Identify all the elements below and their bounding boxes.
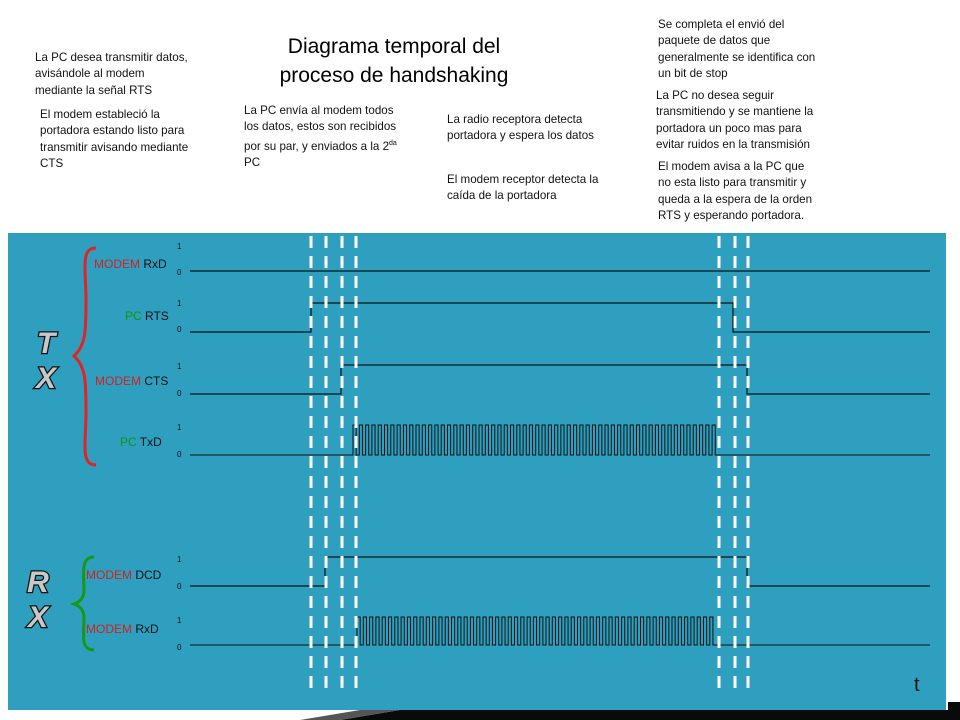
level-low-label: 0 (177, 325, 182, 334)
superscript: da (389, 139, 397, 147)
note-pc-stop: La PC no desea seguir transmitiendo y se mantiene la portadora un poco mas para evitar ruidos en la transmisión (656, 89, 814, 152)
level-low-label: 0 (177, 643, 182, 652)
signal-label-tx-modem-cts: MODEM CTS (95, 374, 169, 388)
tx-group-letter: T (36, 327, 56, 360)
note-modem-cts: El modem estableció la portadora estando listo para transmitir avisando mediante CTS (40, 108, 189, 171)
level-low-label: 0 (177, 450, 182, 459)
level-high-label: 1 (177, 242, 182, 251)
level-low-label: 0 (177, 582, 182, 591)
note-pc-rts: La PC desea transmitir datos, avisándole al modem mediante la señal RTS (35, 51, 188, 97)
note-modem-rx: El modem receptor detecta la caída de la portadora (447, 173, 599, 203)
rx-group-letter: R (27, 566, 49, 599)
level-low-label: 0 (177, 268, 182, 277)
title-line-1: Diagrama temporal del (287, 35, 501, 58)
signal-label-tx-pc-rts: PC RTS (125, 309, 169, 323)
signal-label-rx-modem-dcd: MODEM DCD (86, 568, 162, 582)
signal-label-tx-modem-rxd: MODEM RxD (94, 257, 167, 271)
level-high-label: 1 (177, 362, 182, 371)
level-high-label: 1 (177, 299, 182, 308)
note-pc-data: La PC envía al modem todos los datos, estos son recibidos por su par, y enviados a la $2^{da}$ PC (244, 104, 397, 170)
level-low-label: 0 (177, 389, 182, 398)
level-high-label: 1 (177, 616, 182, 625)
time-axis-label: t (914, 674, 920, 696)
rx-group-letter: X (27, 601, 49, 634)
note-radio-rx: La radio receptora detecta portadora y espera los datos (447, 113, 594, 143)
level-high-label: 1 (177, 555, 182, 564)
note-modem-wait: El modem avisa a la PC que no esta listo para transmitir y queda a la espera de la orden RTS y esperando portadora. (658, 160, 813, 223)
tx-group-letter: X (35, 362, 57, 395)
note-stop-bit: Se completa el envió del paquete de datos que generalmente se identifica con un bit de stop (658, 18, 816, 81)
level-high-label: 1 (177, 423, 182, 432)
title-line-2: proceso de handshaking (279, 64, 509, 87)
signal-label-rx-modem-rxd: MODEM RxD (86, 622, 159, 636)
signal-label-tx-pc-txd: PC TxD (120, 435, 162, 449)
